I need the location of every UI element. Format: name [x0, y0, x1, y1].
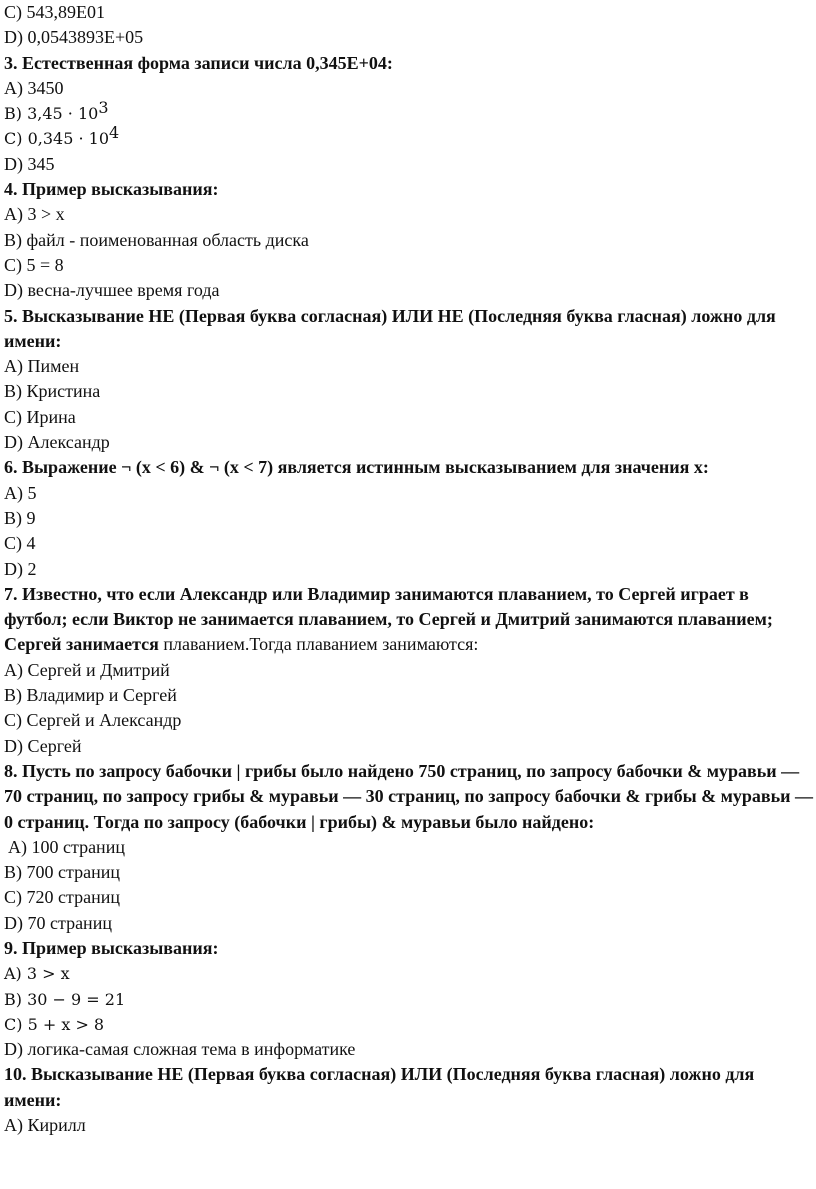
- option-d-q8: D) 70 страниц: [4, 912, 112, 933]
- option-d-q3: D) 345: [4, 153, 55, 174]
- option-c-q6: C) 4: [4, 533, 36, 554]
- option-a-q10: A) Кирилл: [4, 1115, 86, 1136]
- option-a-q5: A) Пимен: [4, 356, 80, 377]
- option-d-q6: D) 2: [4, 558, 37, 579]
- question-9: 9. Пример высказывания:: [4, 937, 219, 958]
- option-c-q3: [4, 123, 816, 151]
- question-7-bold: 7. Известно, что если Александр или Владимир занимаются плаванием, то Сергей играет в футбол; если Виктор не занимается плаванием, то Сергей и Дмитрий занимаются плаванием; Сергей занимается: [4, 583, 773, 655]
- option-c-q7: C) Сергей и Александр: [4, 710, 182, 731]
- option-b-q6: B) 9: [4, 507, 36, 528]
- option-a-q6: A) 5: [4, 482, 37, 503]
- option-d-q2: D) 0,0543893E+05: [4, 27, 144, 48]
- option-d-q9: D) логика-самая сложная тема в информатике: [4, 1039, 356, 1060]
- question-3: 3. Естественная форма записи числа 0,345E+04:: [4, 52, 393, 73]
- question-7: [4, 582, 816, 658]
- option-b-q3: [4, 98, 816, 126]
- question-6: 6. Выражение ¬ (x < 6) & ¬ (x < 7) является истинным высказыванием для значения x:: [4, 457, 709, 478]
- option-a-q8: A) 100 страниц: [8, 836, 125, 857]
- option-c-q2: C) 543,89E01: [4, 2, 105, 22]
- option-a-q4: A) 3 > x: [4, 204, 65, 225]
- option-a-q7: A) Сергей и Дмитрий: [4, 659, 170, 680]
- question-5: 5. Высказывание НЕ (Первая буква согласная) ИЛИ НЕ (Последняя буква гласная) ложно для имени:: [4, 305, 776, 351]
- option-d-q5: D) Александр: [4, 432, 110, 453]
- option-b-q7: B) Владимир и Сергей: [4, 685, 177, 706]
- option-d-q4: D) весна-лучшее время года: [4, 280, 220, 301]
- option-c-q5: C) Ирина: [4, 406, 76, 427]
- option-b-q8: B) 700 страниц: [4, 862, 120, 883]
- option-d-q7: D) Сергей: [4, 735, 82, 756]
- question-7-regular: плаванием.Тогда плаванием занимаются:: [158, 634, 479, 655]
- option-c-q3-base: C) 0,345 · 10: [4, 129, 109, 149]
- option-c-q3-exponent: 4: [109, 123, 120, 143]
- question-10: 10. Высказывание НЕ (Первая буква согласная) ИЛИ (Последняя буква гласная) ложно для имени:: [4, 1064, 755, 1110]
- question-8: 8. Пусть по запросу бабочки | грибы было найдено 750 страниц, по запросу бабочки & муравьи — 70 страниц, по запросу грибы & муравьи — 30 страниц, по запросу бабочки & грибы & муравьи — 0 страниц. Тогда по запросу (бабочки | грибы) & муравьи было найдено:: [4, 760, 814, 832]
- option-c-q8: C) 720 страниц: [4, 887, 120, 908]
- option-c-q4: C) 5 = 8: [4, 254, 64, 275]
- option-b-q3-base: B) 3,45 · 10: [4, 104, 99, 124]
- option-c-q9: C) 5 + x > 8: [4, 1014, 105, 1034]
- option-b-q3-exponent: 3: [98, 98, 109, 118]
- option-b-q5: B) Кристина: [4, 381, 101, 402]
- option-a-q3: A) 3450: [4, 77, 64, 98]
- option-b-q9: B) 30 − 9 = 21: [4, 989, 126, 1009]
- option-a-q9: A) 3 > x: [4, 964, 70, 984]
- question-4: 4. Пример высказывания:: [4, 179, 219, 200]
- option-b-q4: B) файл - поименованная область диска: [4, 229, 309, 250]
